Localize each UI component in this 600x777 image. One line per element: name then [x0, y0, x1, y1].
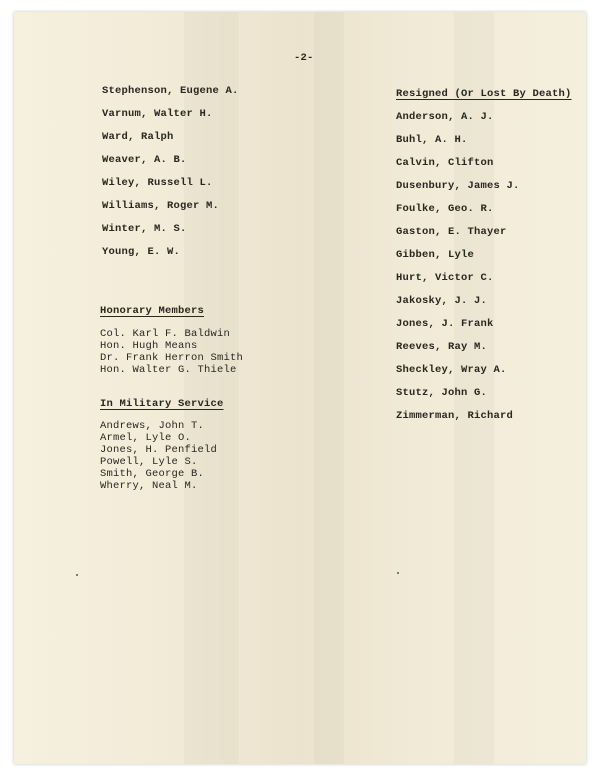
member-name: Young, E. W. — [102, 246, 181, 258]
member-name: Winter, M. S. — [102, 223, 187, 235]
military-member: Powell, Lyle S. — [100, 456, 198, 468]
resigned-member: Anderson, A. J. — [396, 111, 494, 123]
resigned-member: Zimmerman, Richard — [396, 410, 514, 422]
paper-shading — [184, 12, 239, 764]
honorary-member: Hon. Hugh Means — [100, 340, 198, 352]
resigned-member: Jakosky, J. J. — [396, 295, 488, 307]
resigned-member: Gibben, Lyle — [396, 249, 475, 261]
military-member: Armel, Lyle O. — [100, 432, 192, 444]
resigned-member: Sheckley, Wray A. — [396, 364, 507, 376]
paper-shading — [314, 12, 344, 764]
document-page — [14, 12, 586, 764]
resigned-member: Gaston, E. Thayer — [396, 226, 507, 238]
resigned-member: Hurt, Victor C. — [396, 272, 494, 284]
military-member: Andrews, John T. — [100, 420, 205, 432]
military-heading: In Military Service — [100, 398, 224, 410]
military-member: Wherry, Neal M. — [100, 480, 198, 492]
honorary-member: Col. Karl F. Baldwin — [100, 328, 231, 340]
resigned-heading: Resigned (Or Lost By Death) — [396, 88, 572, 100]
paper-speck — [76, 574, 78, 576]
member-name: Wiley, Russell L. — [102, 177, 213, 189]
resigned-member: Stutz, John G. — [396, 387, 488, 399]
member-name: Varnum, Walter H. — [102, 108, 213, 120]
member-name: Weaver, A. B. — [102, 154, 187, 166]
resigned-member: Foulke, Geo. R. — [396, 203, 494, 215]
military-member: Smith, George B. — [100, 468, 205, 480]
honorary-heading: Honorary Members — [100, 305, 205, 317]
honorary-member: Hon. Walter G. Thiele — [100, 364, 237, 376]
member-name: Williams, Roger M. — [102, 200, 220, 212]
resigned-member: Reeves, Ray M. — [396, 341, 488, 353]
paper-speck — [397, 572, 399, 574]
page-number: -2- — [294, 52, 314, 64]
member-name: Stephenson, Eugene A. — [102, 85, 239, 97]
member-name: Ward, Ralph — [102, 131, 174, 143]
honorary-member: Dr. Frank Herron Smith — [100, 352, 244, 364]
resigned-member: Dusenbury, James J. — [396, 180, 520, 192]
resigned-member: Buhl, A. H. — [396, 134, 468, 146]
resigned-member: Jones, J. Frank — [396, 318, 494, 330]
military-member: Jones, H. Penfield — [100, 444, 218, 456]
resigned-member: Calvin, Clifton — [396, 157, 494, 169]
